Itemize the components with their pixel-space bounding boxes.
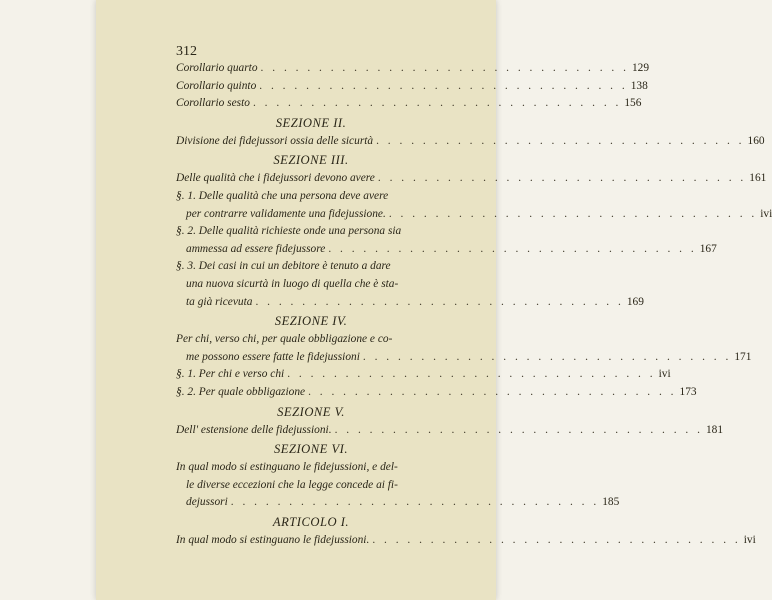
dot-leader: . . . . . . . . . . . . . . . . . . . . . . . . . . . . . . . .	[328, 242, 697, 255]
toc-entry-text: ammessa ad essere fidejussore	[186, 242, 326, 255]
toc-page-number: 129	[631, 62, 650, 74]
toc-entry-text: Corollario quinto	[176, 79, 257, 92]
dot-leader: . . . . . . . . . . . . . . . . . . . . . . . . . . . . . . . .	[260, 62, 629, 74]
toc-entry	[176, 170, 767, 188]
toc-entry-text: una nuova sicurtà in luogo di quella che è sta-	[186, 277, 399, 290]
toc-entry-text: §. 3. Dei casi in cui un debitore è tenuto a dare	[176, 260, 391, 273]
dot-leader: . . . . . . . . . . . . . . . . . . . . . . . . . . . . . . . .	[334, 423, 703, 436]
toc-page-number: 181	[705, 423, 724, 436]
dot-leader: . . . . . . . . . . . . . . . . . . . . . . . . . . . . . . . .	[252, 97, 622, 110]
toc-entry	[176, 133, 765, 151]
toc-entry-text: ta già ricevuta	[186, 295, 253, 308]
toc-entry-text: per contrarre validamente una fidejussione.	[186, 207, 386, 220]
page-number: 312	[176, 44, 197, 59]
section-heading: ARTICOLO I.	[272, 514, 350, 529]
toc-entry	[176, 223, 717, 258]
dot-leader: . . . . . . . . . . . . . . . . . . . . . . . . . . . . . . . .	[372, 533, 741, 546]
toc-page-number: ivi	[658, 368, 671, 381]
toc-entry	[176, 188, 772, 223]
toc-entry	[176, 459, 620, 512]
toc-entry-text: §. 2. Per quale obbligazione	[176, 385, 306, 398]
dot-leader: . . . . . . . . . . . . . . . . . . . . . . . . . . . . . . . .	[376, 134, 745, 147]
toc-page-number: ivi	[743, 533, 756, 546]
toc-entry	[176, 95, 642, 113]
table-of-contents	[176, 60, 772, 549]
toc-entry	[176, 532, 756, 550]
toc-page-number: 185	[602, 496, 620, 509]
toc-entry-text: dejussori	[186, 496, 228, 509]
toc-page-number: ivi	[760, 207, 772, 220]
toc-entry-text: me possono essere fatte le fidejussioni	[186, 350, 360, 363]
section-heading: SEZIONE II.	[275, 115, 347, 130]
dot-leader: . . . . . . . . . . . . . . . . . . . . . . . . . . . . . . . .	[259, 79, 628, 92]
toc-entry	[176, 258, 644, 311]
toc-entry	[176, 60, 650, 78]
toc-page-number: 167	[699, 242, 717, 255]
toc-entry-text: Delle qualità che i fidejussori devono avere	[176, 172, 375, 185]
section-heading: SEZIONE IV.	[274, 314, 348, 329]
dot-leader: . . . . . . . . . . . . . . . . . . . . . . . . . . . . . . . .	[377, 172, 747, 185]
toc-entry	[176, 78, 648, 96]
section-heading: SEZIONE VI.	[273, 442, 349, 457]
toc-entry	[176, 331, 752, 366]
toc-entry-text: Dell' estensione delle fidejussioni.	[176, 423, 332, 436]
toc-entry-text: §. 1. Per chi e verso chi	[176, 368, 285, 381]
toc-page-number: 160	[747, 134, 765, 147]
toc-entry-text: Divisione dei fidejussori ossia delle sicurtà	[176, 134, 374, 147]
toc-page-number: 173	[679, 385, 697, 398]
dot-leader: . . . . . . . . . . . . . . . . . . . . . . . . . . . . . . . .	[230, 496, 600, 509]
toc-page-number: 161	[749, 172, 767, 185]
toc-entry-text: §. 2. Delle qualità richieste onde una persona sia	[176, 225, 402, 238]
dot-leader: . . . . . . . . . . . . . . . . . . . . . . . . . . . . . . . .	[287, 368, 656, 381]
toc-entry-text: Corollario sesto	[176, 97, 250, 110]
toc-page-number: 169	[626, 295, 644, 308]
toc-entry-text: In qual modo si estinguano le fidejussioni.	[176, 533, 370, 546]
section-heading: SEZIONE V.	[277, 404, 345, 419]
toc-page-number: 138	[630, 79, 648, 92]
dot-leader: . . . . . . . . . . . . . . . . . . . . . . . . . . . . . . . .	[255, 295, 624, 308]
toc-page-number: 156	[624, 97, 642, 110]
toc-entry	[176, 366, 671, 384]
toc-entry	[176, 384, 697, 402]
toc-entry-text: Per chi, verso chi, per quale obbligazione e co-	[176, 333, 393, 346]
toc-entry-text: In qual modo si estinguano le fidejussioni, e del-	[176, 461, 398, 474]
toc-entry-text: le diverse eccezioni che la legge concede ai fi-	[186, 478, 398, 491]
toc-entry-text: §. 1. Delle qualità che una persona deve avere	[176, 189, 389, 202]
dot-leader: . . . . . . . . . . . . . . . . . . . . . . . . . . . . . . . .	[308, 385, 677, 398]
toc-entry	[176, 422, 724, 440]
toc-entry-text: Corollario quarto	[176, 62, 258, 74]
dot-leader: . . . . . . . . . . . . . . . . . . . . . . . . . . . . . . . .	[388, 207, 758, 220]
dot-leader: . . . . . . . . . . . . . . . . . . . . . . . . . . . . . . . .	[362, 350, 732, 363]
toc-page-number: 171	[734, 350, 752, 363]
section-heading: SEZIONE III.	[273, 153, 349, 168]
